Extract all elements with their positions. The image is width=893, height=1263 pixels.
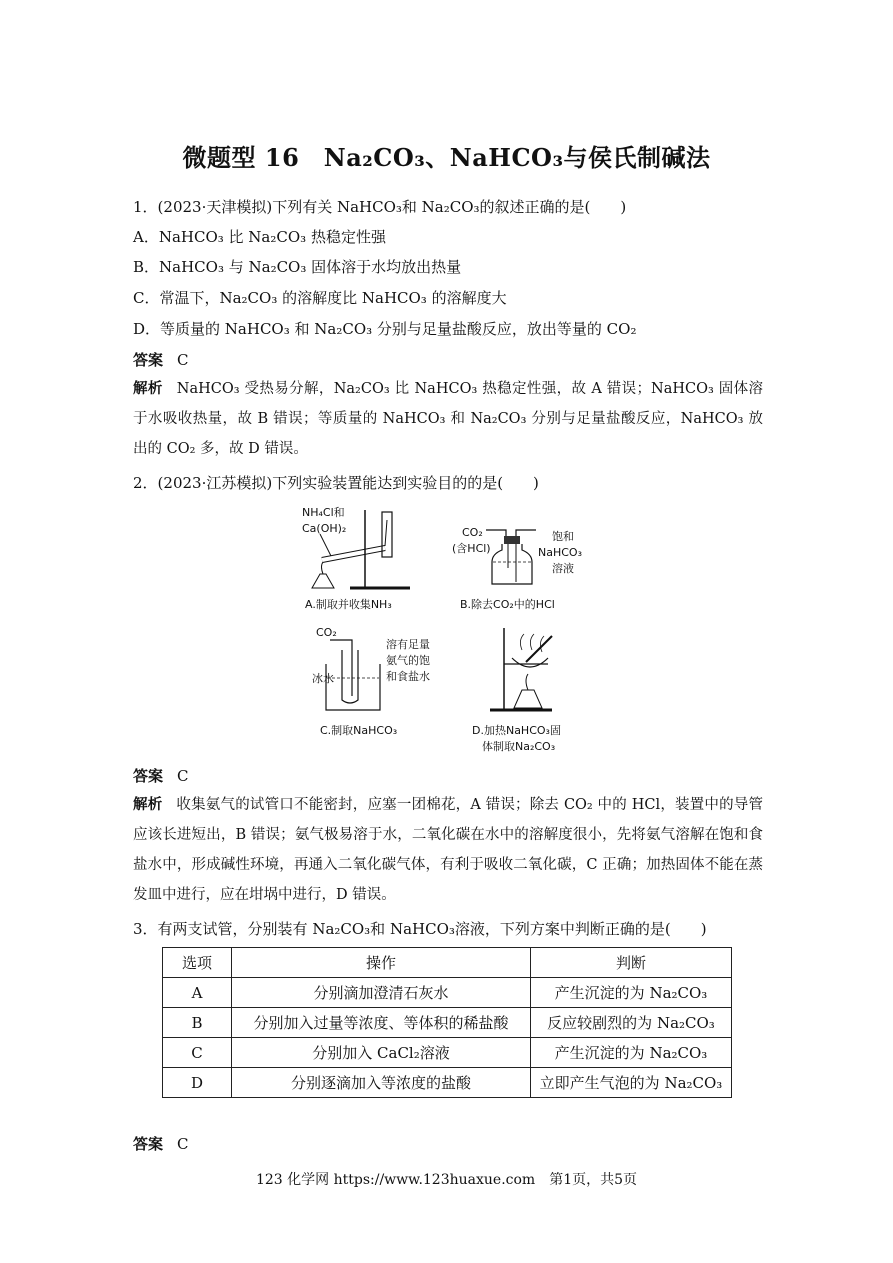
apparatus-figure	[290, 500, 610, 760]
b-label-co2: CO₂	[462, 526, 483, 539]
apparatus-b	[452, 526, 582, 611]
a-label-reagent1: NH₄Cl和	[302, 506, 345, 519]
c-label-sol1: 溶有足量	[386, 638, 430, 651]
alcohol-lamp-d	[514, 690, 542, 708]
q1-option-b: B．NaHCO₃ 与 Na₂CO₃ 固体溶于水均放出热量	[133, 258, 462, 276]
apparatus-a	[302, 506, 410, 611]
q2-analysis	[133, 790, 763, 910]
q1-option-a: A．NaHCO₃ 比 Na₂CO₃ 热稳定性强	[133, 228, 386, 246]
answer-value: C	[177, 351, 189, 369]
alcohol-lamp	[312, 574, 334, 588]
analysis-text: 收集氨气的试管口不能密封，应塞一团棉花，A 错误；除去 CO₂ 中的 HCl，装置中的导管应该长进短出，B 错误；氨气极易溶于水，二氧化碳在水中的溶解度很小，先将氨气溶解在饱和食盐水中，形成碱性环境，再通入二氧化碳气体，有利于吸收二氧化碳，C 正确；加热固体不能在蒸发皿中进行，应在坩埚中进行，D 错误。	[133, 797, 764, 903]
q2-stem: 2．(2023·江苏模拟)下列实验装置能达到实验目的的是( )	[133, 474, 539, 492]
c-caption: C.制取NaHCO₃	[320, 724, 398, 737]
answer-value: C	[177, 1135, 189, 1153]
d-caption-2: 体制取Na₂CO₃	[482, 740, 556, 753]
b-label-sol3: 溶液	[552, 562, 574, 575]
cell-judgement: 产生沉淀的为 Na₂CO₃	[531, 978, 732, 1008]
cell-option: C	[163, 1038, 232, 1068]
cell-judgement: 产生沉淀的为 Na₂CO₃	[531, 1038, 732, 1068]
c-label-co2: CO₂	[316, 626, 337, 639]
cell-operation: 分别滴加澄清石灰水	[232, 978, 531, 1008]
q1-option-c: C．常温下，Na₂CO₃ 的溶解度比 NaHCO₃ 的溶解度大	[133, 289, 507, 307]
answer-label: 答案	[133, 767, 164, 785]
b-label-hcl: (含HCl)	[452, 542, 491, 555]
cell-operation: 分别逐滴加入等浓度的盐酸	[232, 1068, 531, 1098]
apparatus-c	[312, 626, 430, 737]
table-row	[163, 1038, 732, 1068]
q2-answer	[133, 765, 189, 787]
table-row	[163, 1008, 732, 1038]
table-header-row	[163, 948, 732, 978]
header-option: 选项	[163, 948, 232, 978]
answer-label: 答案	[133, 351, 164, 369]
table-row	[163, 978, 732, 1008]
c-label-ice: 冰水	[312, 672, 334, 685]
options-table	[162, 947, 732, 1098]
q3-stem: 3．有两支试管，分别装有 Na₂CO₃和 NaHCO₃溶液，下列方案中判断正确的是( )	[133, 920, 707, 938]
q1-option-d: D．等质量的 NaHCO₃ 和 Na₂CO₃ 分别与足量盐酸反应，放出等量的 CO₂	[133, 320, 637, 338]
cell-operation: 分别加入过量等浓度、等体积的稀盐酸	[232, 1008, 531, 1038]
q1-answer	[133, 349, 189, 371]
page-footer: 123 化学网 https://www.123huaxue.com 第1页，共5页	[255, 1172, 638, 1188]
q1-stem: 1．(2023·天津模拟)下列有关 NaHCO₃和 Na₂CO₃的叙述正确的是( )	[133, 198, 627, 216]
answer-label: 答案	[133, 1135, 164, 1153]
analysis-label: 解析	[133, 797, 163, 813]
cell-judgement: 立即产生气泡的为 Na₂CO₃	[531, 1068, 732, 1098]
analysis-label: 解析	[133, 381, 163, 397]
page-title: 微题型 16 Na₂CO₃、NaHCO₃与侯氏制碱法	[182, 143, 711, 172]
b-caption: B.除去CO₂中的HCl	[460, 598, 555, 611]
cell-option: A	[163, 978, 232, 1008]
c-label-sol3: 和食盐水	[386, 670, 430, 683]
cell-option: D	[163, 1068, 232, 1098]
header-judgement: 判断	[531, 948, 732, 978]
a-caption: A.制取并收集NH₃	[305, 598, 392, 611]
cell-operation: 分别加入 CaCl₂溶液	[232, 1038, 531, 1068]
q3-answer	[133, 1133, 189, 1155]
cell-judgement: 反应较剧烈的为 Na₂CO₃	[531, 1008, 732, 1038]
q1-analysis	[133, 374, 763, 464]
reaction-tube	[342, 650, 358, 703]
bottle-stopper	[504, 536, 520, 544]
table-row	[163, 1068, 732, 1098]
b-label-sol2: NaHCO₃	[538, 546, 582, 559]
analysis-text: NaHCO₃ 受热易分解，Na₂CO₃ 比 NaHCO₃ 热稳定性强，故 A 错误；NaHCO₃ 固体溶于水吸收热量，故 B 错误；等质量的 NaHCO₃ 和 Na₂CO₃ 分别与足量盐酸反应，NaHCO₃ 放出的 CO₂ 多，故 D 错误。	[133, 381, 763, 457]
d-caption-1: D.加热NaHCO₃固	[472, 724, 561, 737]
a-label-reagent2: Ca(OH)₂	[302, 522, 347, 535]
answer-value: C	[177, 767, 189, 785]
c-label-sol2: 氨气的饱	[386, 654, 430, 667]
b-label-sol1: 饱和	[552, 530, 574, 543]
header-operation: 操作	[232, 948, 531, 978]
cell-option: B	[163, 1008, 232, 1038]
apparatus-d	[472, 628, 561, 753]
